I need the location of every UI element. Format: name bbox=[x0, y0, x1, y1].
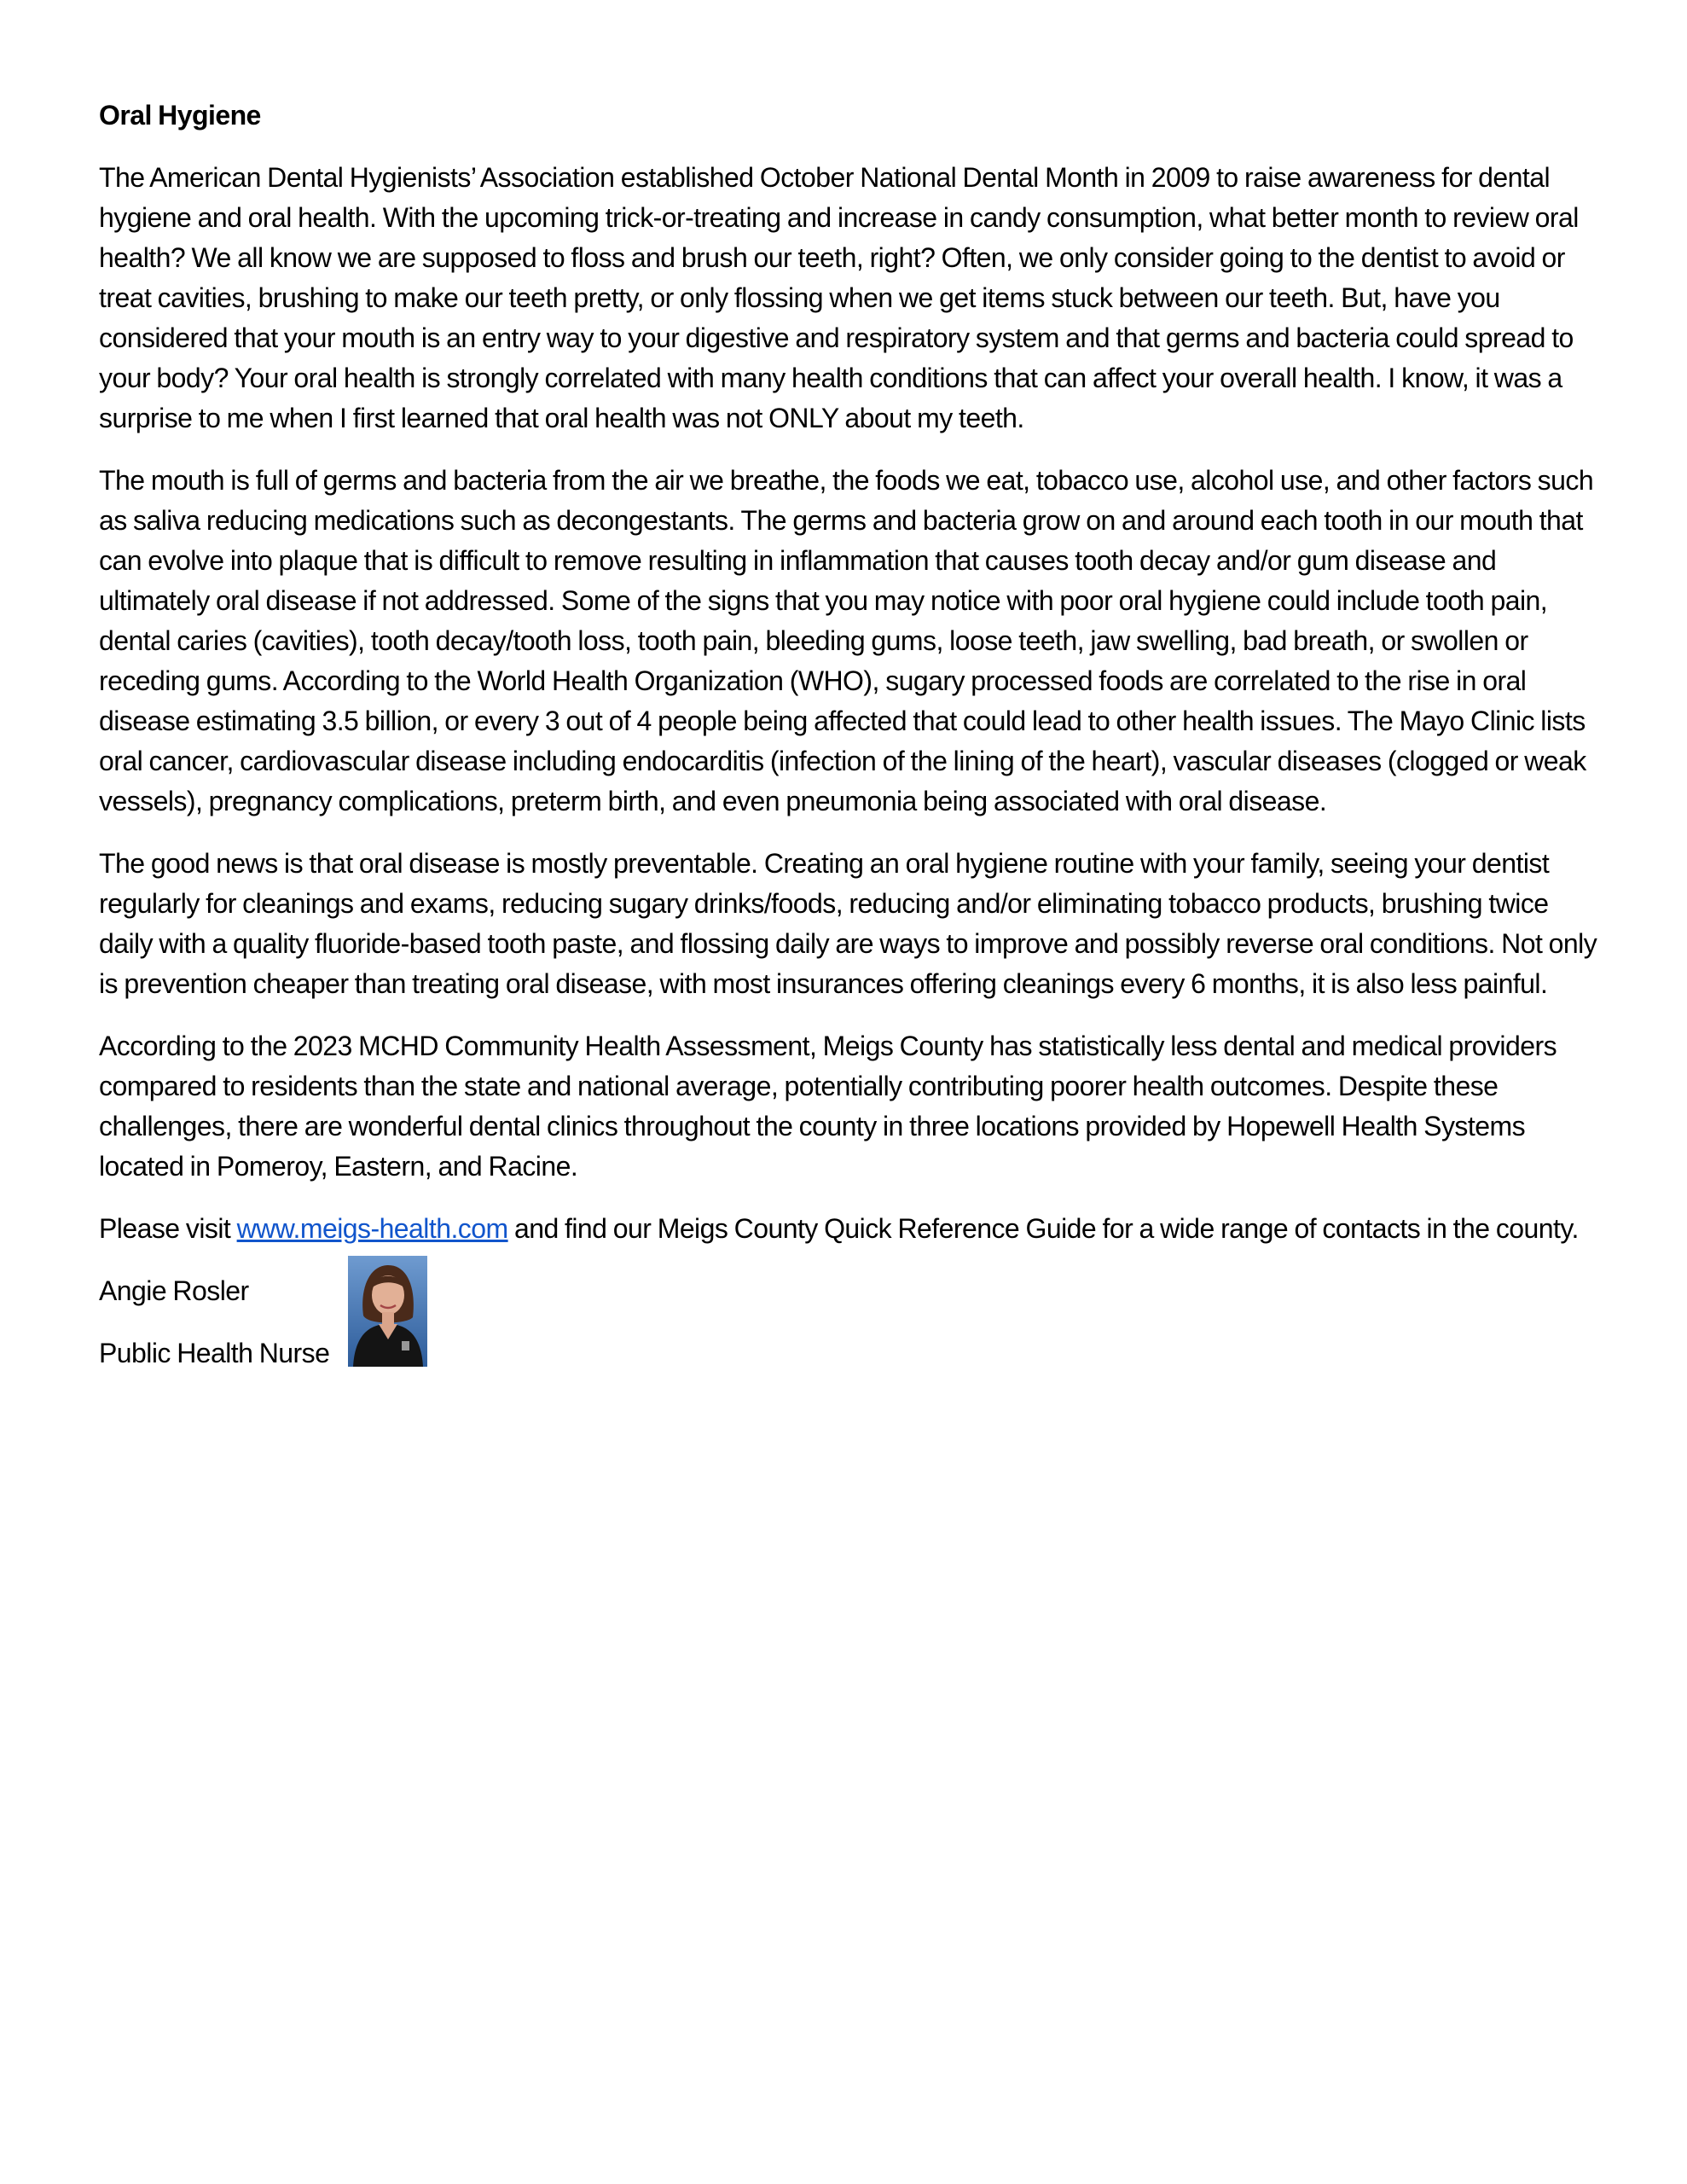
website-link[interactable]: www.meigs-health.com bbox=[236, 1213, 508, 1244]
visit-text-before: Please visit bbox=[99, 1213, 237, 1244]
paragraph-visit bbox=[99, 1209, 1600, 1249]
author-role: Public Health Nurse bbox=[99, 1338, 330, 1368]
signature-block bbox=[99, 1271, 1600, 1391]
article-title: Oral Hygiene bbox=[99, 100, 261, 131]
author-photo bbox=[348, 1256, 427, 1367]
paragraph-intro: The American Dental Hygienists’ Association established October National Dental Month in 2009 to raise awareness for dental hygiene and oral health. With the upcoming trick-or-treating and increase in candy consumption, what better month to review oral health? We all know we are supposed to floss and brush our teeth, right? Often, we only consider going to the dentist to avoid or treat cavities, brushing to make our teeth pretty, or only flossing when we get items stuck between our teeth. But, have you considered that your mouth is an entry way to your digestive and respiratory system and that germs and bacteria could spread to your body? Your oral health is strongly correlated with many health conditions that can affect your overall health. I know, it was a surprise to me when I first learned that oral health was not ONLY about my teeth. bbox=[99, 162, 1579, 433]
paragraph-prevention: The good news is that oral disease is mostly preventable. Creating an oral hygiene routine with your family, seeing your dentist regularly for cleanings and exams, reducing sugary drinks/foods, reducing and/or eliminating tobacco products, brushing twice daily with a quality fluoride-based tooth paste, and flossing daily are ways to improve and possibly reverse oral conditions. Not only is prevention cheaper than treating oral disease, with most insurances offering cleanings every 6 months, it is also less painful. bbox=[99, 848, 1597, 999]
author-name: Angie Rosler bbox=[99, 1275, 249, 1306]
paragraph-assessment: According to the 2023 MCHD Community Health Assessment, Meigs County has statistically less dental and medical providers compared to residents than the state and national average, potentially contributing poorer health outcomes. Despite these challenges, there are wonderful dental clinics throughout the county in three locations provided by Hopewell Health Systems located in Pomeroy, Eastern, and Racine. bbox=[99, 1031, 1557, 1182]
article bbox=[99, 96, 1600, 1391]
visit-text-after: and find our Meigs County Quick Reference Guide for a wide range of contacts in the county. bbox=[507, 1213, 1579, 1244]
paragraph-germs: The mouth is full of germs and bacteria from the air we breathe, the foods we eat, tobacco use, alcohol use, and other factors such as saliva reducing medications such as decongestants. The germs and bacteria grow on and around each tooth in our mouth that can evolve into plaque that is difficult to remove resulting in inflammation that causes tooth decay and/or gum disease and ultimately oral disease if not addressed. Some of the signs that you may notice with poor oral hygiene could include tooth pain, dental caries (cavities), tooth decay/tooth loss, tooth pain, bleeding gums, loose teeth, jaw swelling, bad breath, or swollen or receding gums. According to the World Health Organization (WHO), sugary processed foods are correlated to the rise in oral disease estimating 3.5 billion, or every 3 out of 4 people being affected that could lead to other health issues. The Mayo Clinic lists oral cancer, cardiovascular disease including endocarditis (infection of the lining of the heart), vascular diseases (clogged or weak vessels), pregnancy complications, preterm birth, and even pneumonia being associated with oral disease. bbox=[99, 465, 1594, 816]
